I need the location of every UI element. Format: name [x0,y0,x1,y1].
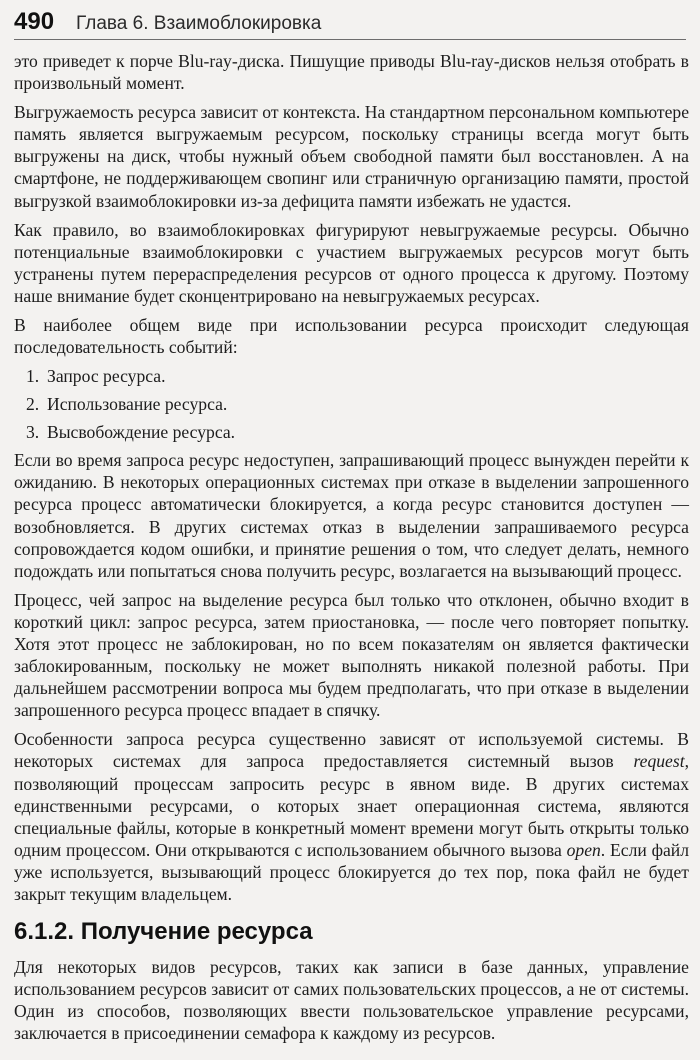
paragraph-4: В наиболее общем виде при использовании ресурса происходит следующая последовательность событий: [14,315,689,358]
page-number: 490 [14,8,55,35]
paragraph-3: Как правило, во взаимоблокировках фигурируют невыгружаемые ресурсы. Обычно потенциальные взаимоблокировки с участием выгружаемых ресурсов могут быть устранены путем перераспределения ресурсов от одного процесса к другому. Поэтому наше внимание будет сконцентрировано на невыгружаемых ресурсах. [14,219,689,306]
paragraph-8: Для некоторых видов ресурсов, таких как записи в базе данных, управление использованием ресурсов зависит от самих пользовательских процессов, а не от системы. Один из способов, позволяющих ввести пользовательское управление ресурсами, заключается в присоединении семафора к каждому из ресурсов. [14,957,689,1044]
paragraph-7 [14,728,689,905]
request-call: request [633,751,685,772]
section-heading: 6.1.2. Получение ресурса [14,918,313,946]
chapter-title: Глава 6. Взаимоблокировка [76,13,322,34]
resource-steps-list [14,365,689,443]
paragraph-7-part-a: Особенности запроса ресурса существенно зависят от используемой системы. В некоторых системах для запроса предоставляется системный вызов [14,729,689,772]
page-header [14,8,686,38]
list-item [14,365,689,387]
paragraph-6: Процесс, чей запрос на выделение ресурса был только что отклонен, обычно входит в короткий цикл: запрос ресурса, затем приостановка, — после чего повторяет попытку. Хотя этот процесс не заблокирован, но по всем показателям он является фактически заблокированным, поскольку не может выполнять никакой полезной работы. При дальнейшем рассмотрении вопроса мы будем предполагать, что при отказе в выделении запрошенного ресурса процесс впадает в спячку. [14,589,689,721]
paragraph-5: Если во время запроса ресурс недоступен, запрашивающий процесс вынужден перейти к ожиданию. В некоторых операционных системах при отказе в выделении запрошенного ресурса процесс автоматически блокируется, а когда ресурс становится доступен — возобновляется. В других системах отказ в выделении запрашиваемого ресурса сопровождается кодом ошибки, и принятие решения о том, что следует делать, немного подождать или попытаться снова получить ресурс, возлагается на вызывающий процесс. [14,450,689,581]
open-call: open [566,839,601,860]
list-item-number: 2. [26,394,40,415]
paragraph-2: Выгружаемость ресурса зависит от контекста. На стандартном персональном компьютере память является выгружаемым ресурсом, поскольку страницы всегда могут быть выгружены на диск, чтобы нужный объем свободной памяти был восстановлен. А на смартфоне, не поддерживающем свопинг или страничную организацию памяти, простой выгрузкой взаимоблокировки из-за дефицита памяти избежать не удастся. [14,102,689,211]
list-item-number: 3. [26,422,40,443]
paragraph-7-part-c: . Если файл уже используется, вызывающий процесс блокируется до тех пор, пока файл не будет закрыт текущим владельцем. [14,839,689,904]
list-item-number: 1. [26,366,40,387]
body-text [14,50,689,1052]
list-item [14,421,689,443]
paragraph-1: это приведет к порче Blu-ray-диска. Пишущие приводы Blu-ray-дисков нельзя отобрать в произвольный момент. [14,51,689,94]
list-item-text: Использование ресурса. [47,394,228,415]
paragraph-7-part-b: , позволяющий процессам запросить ресурс в явном виде. В других системах единственными ресурсами, о которых знает операционная система, являются специальные файлы, которые в конкретный момент времени могут быть открыты только одним процессом. Они открываются с использованием обычного вызова [14,751,689,860]
list-item-text: Запрос ресурса. [47,366,166,387]
header-rule [14,39,686,40]
list-item [14,393,689,415]
list-item-text: Высвобождение ресурса. [47,422,236,443]
